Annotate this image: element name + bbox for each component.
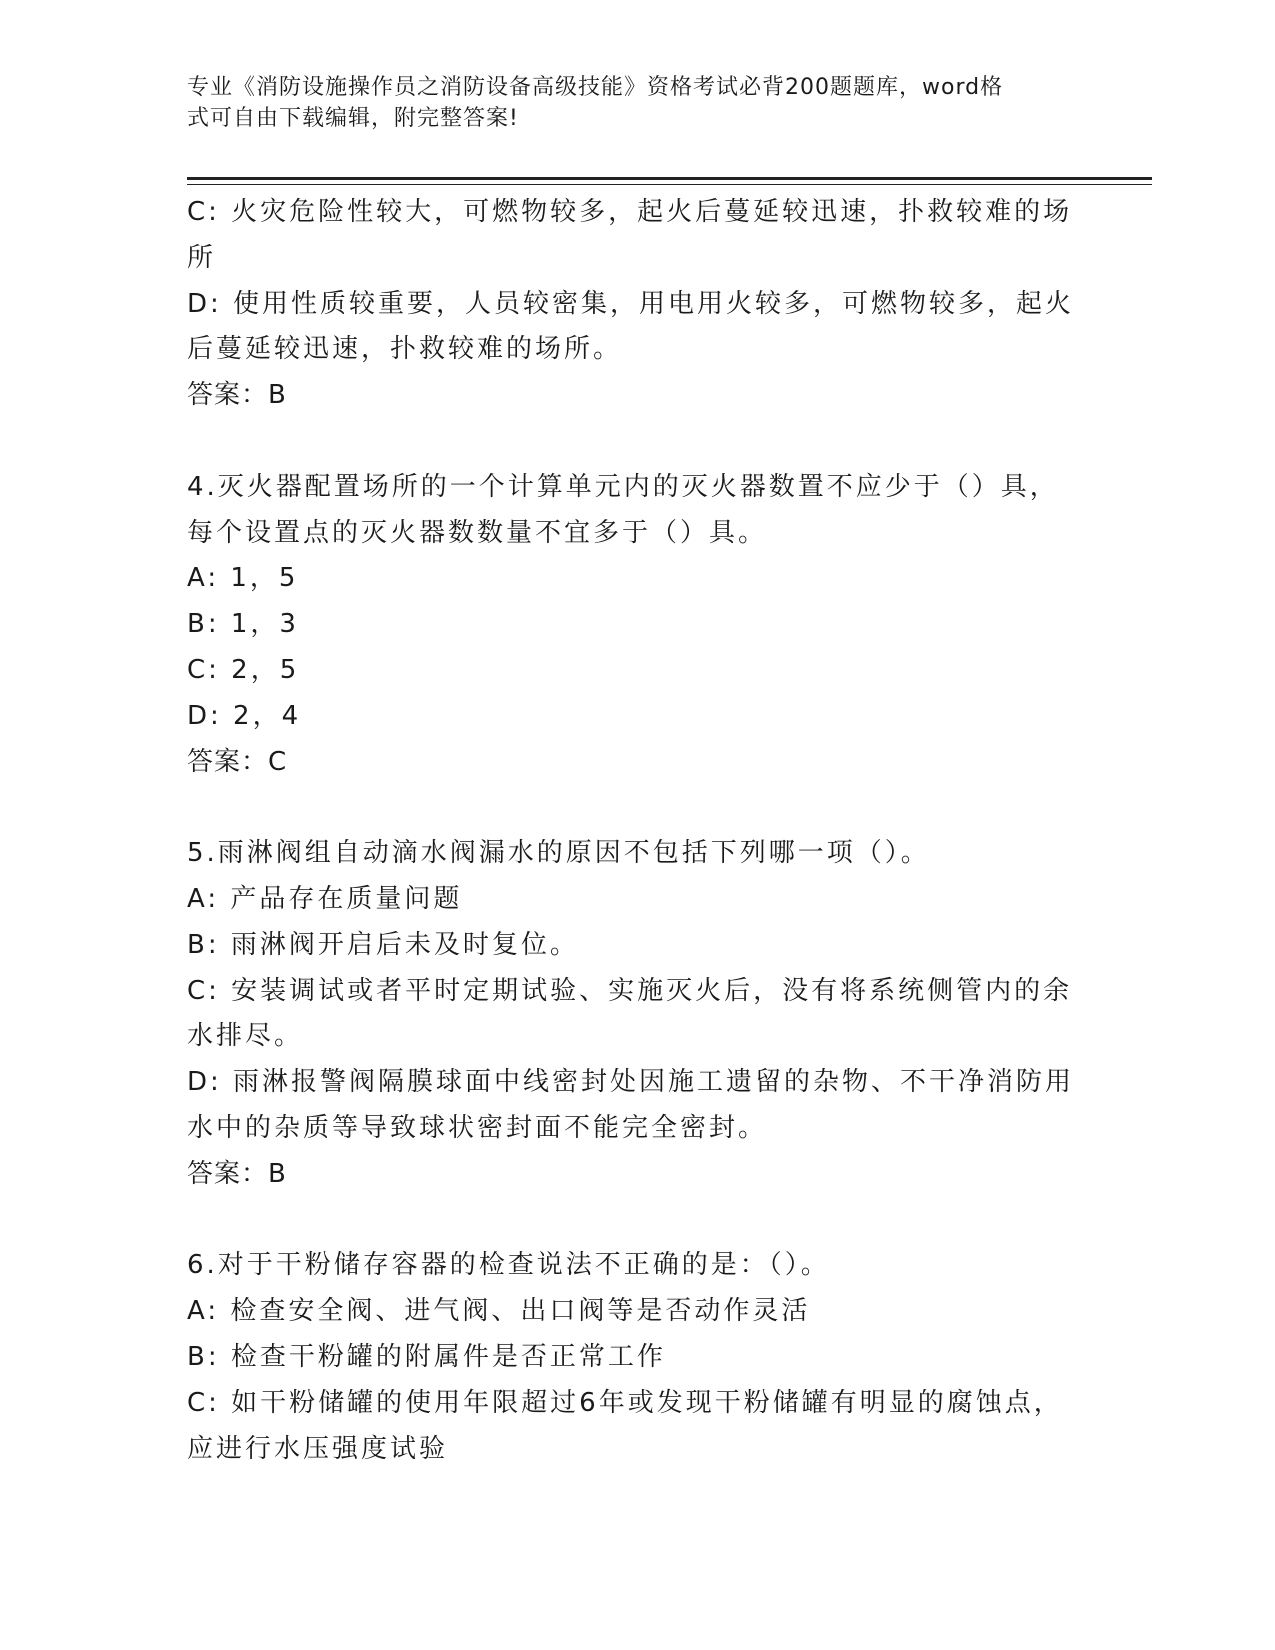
- header-divider-thick: [187, 177, 1152, 180]
- question-stem-line-2: 每个设置点的灭火器数数量不宜多于（）具。: [187, 517, 768, 548]
- question-stem: 6.对于干粉储存容器的检查说法不正确的是：（）。: [187, 1250, 830, 1281]
- option-a: A: 1，5: [187, 563, 299, 594]
- answer: 答案：C: [187, 746, 288, 777]
- option-d: D: 2，4: [187, 700, 302, 731]
- option-c-line-1: C: 安装调试或者平时定期试验、实施灭火后，没有将系统侧管内的余: [187, 975, 1073, 1006]
- question-stem-line-1: 4.灭火器配置场所的一个计算单元内的灭火器数置不应少于（）具，: [187, 471, 1059, 502]
- option-a: A: 产品存在质量问题: [187, 883, 463, 914]
- option-b: B: 检查干粉罐的附属件是否正常工作: [187, 1341, 666, 1372]
- answer: 答案：B: [187, 380, 287, 411]
- option-c-line-2: 所: [187, 242, 217, 273]
- option-d-line-2: 水中的杂质等导致球状密封面不能完全密封。: [187, 1112, 768, 1143]
- option-d-line-1: D: 雨淋报警阀隔膜球面中线密封处因施工遗留的杂物、不干净消防用: [187, 1067, 1075, 1098]
- question-6: [187, 1243, 1087, 1472]
- option-d-line-1: D: 使用性质较重要，人员较密集，用电用火较多，可燃物较多，起火: [187, 288, 1075, 319]
- option-c-line-2: 应进行水压强度试验: [187, 1433, 449, 1464]
- option-c-line-1: C: 如干粉储罐的使用年限超过6年或发现干粉储罐有明显的腐蚀点，: [187, 1387, 1063, 1418]
- question-4: [187, 465, 1087, 786]
- header-title-line-2: 式可自由下载编辑，附完整答案!: [187, 106, 519, 131]
- question-3-continued: [187, 190, 1087, 419]
- answer: 答案：B: [187, 1158, 287, 1189]
- spacer: [187, 419, 1087, 465]
- option-c-line-2: 水排尽。: [187, 1021, 304, 1052]
- option-a: A: 检查安全阀、进气阀、出口阀等是否动作灵活: [187, 1296, 811, 1327]
- option-c-line-1: C: 火灾危险性较大，可燃物较多，起火后蔓延较迅速，扑救较难的场: [187, 197, 1073, 227]
- option-c: C: 2，5: [187, 654, 300, 685]
- option-d-line-2: 后蔓延较迅速，扑救较难的场所。: [187, 334, 623, 365]
- question-list: [187, 190, 1087, 1472]
- spacer: [187, 1198, 1087, 1244]
- page-header: [187, 72, 1067, 134]
- question-stem: 5.雨淋阀组自动滴水阀漏水的原因不包括下列哪一项（）。: [187, 838, 930, 869]
- header-title-line-1: 专业《消防设施操作员之消防设备高级技能》资格考试必背200题题库，word格: [187, 75, 1004, 100]
- question-5: [187, 831, 1087, 1197]
- option-b: B: 1，3: [187, 609, 299, 640]
- header-divider-thin: [187, 184, 1152, 185]
- option-b: B: 雨淋阀开启后未及时复位。: [187, 929, 579, 960]
- spacer: [187, 785, 1087, 831]
